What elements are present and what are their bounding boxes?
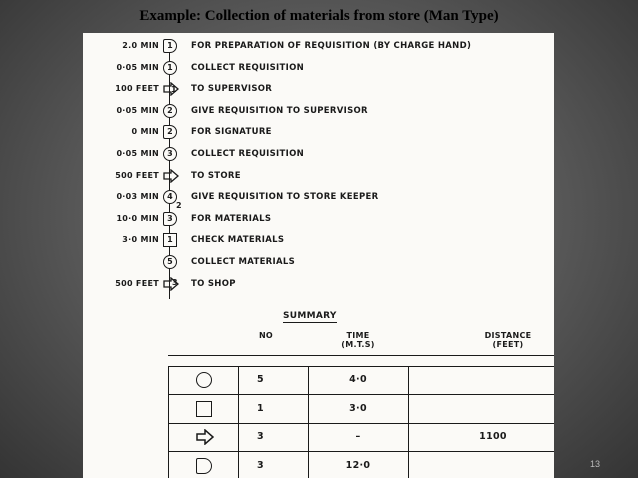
process-step bbox=[83, 123, 554, 141]
summary-section bbox=[83, 311, 554, 478]
step-activity: FOR PREPARATION OF REQUISITION (BY CHARGE HAND) bbox=[191, 41, 472, 51]
summary-row bbox=[168, 452, 554, 478]
step-quantity: 3·0 MIN bbox=[122, 235, 159, 245]
step-activity: TO STORE bbox=[191, 170, 241, 181]
operation-circle-icon: 4 bbox=[163, 190, 177, 204]
summary-time-cell: 4·0 bbox=[349, 374, 367, 385]
step-quantity: 500 FEET bbox=[115, 170, 159, 180]
transport-arrow-icon bbox=[196, 429, 212, 445]
operation-circle-icon bbox=[196, 372, 212, 388]
header-distance: DISTANCE (FEET) bbox=[484, 331, 532, 349]
summary-no-cell: 5 bbox=[257, 374, 264, 385]
step-quantity: 0·05 MIN bbox=[116, 149, 159, 158]
process-chart-sheet bbox=[83, 33, 554, 478]
process-step bbox=[83, 80, 554, 98]
delay-d-icon bbox=[196, 458, 212, 474]
trip-number: 3 bbox=[172, 278, 178, 287]
step-activity: COLLECT REQUISITION bbox=[191, 62, 305, 73]
operation-circle-icon: 2 bbox=[163, 104, 177, 118]
table-top-rule bbox=[168, 355, 554, 356]
step-quantity: 0·05 MIN bbox=[116, 62, 159, 72]
header-time: TIME (M.T.S) bbox=[341, 331, 375, 349]
step-quantity: 500 FEET bbox=[115, 278, 159, 288]
summary-no-cell: 1 bbox=[257, 402, 264, 414]
summary-row bbox=[168, 423, 554, 451]
process-step bbox=[83, 59, 554, 77]
inspection-square-icon bbox=[196, 401, 212, 417]
step-quantity: 0 MIN bbox=[131, 127, 159, 137]
process-step bbox=[83, 37, 554, 55]
summary-no-cell: 3 bbox=[257, 459, 264, 471]
operation-circle-icon: 1 bbox=[163, 61, 177, 75]
process-step bbox=[83, 167, 554, 185]
delay-d-icon: 3 bbox=[163, 212, 177, 226]
process-step bbox=[83, 253, 554, 271]
delay-d-icon: 2 bbox=[163, 125, 177, 139]
step-activity: TO SHOP bbox=[191, 278, 236, 289]
summary-time-cell: 12·0 bbox=[345, 459, 371, 471]
step-quantity: 10·0 MIN bbox=[116, 213, 159, 223]
summary-time-cell: – bbox=[355, 431, 361, 442]
process-step bbox=[83, 275, 554, 293]
step-activity: COLLECT MATERIALS bbox=[191, 257, 296, 267]
step-activity: FOR SIGNATURE bbox=[191, 127, 272, 138]
header-no: NO bbox=[258, 331, 274, 340]
step-quantity: 0·05 MIN bbox=[116, 105, 159, 115]
operation-circle-icon: 5 bbox=[163, 255, 177, 269]
delay-d-icon: 1 bbox=[163, 39, 177, 53]
step-activity: COLLECT REQUISITION bbox=[191, 149, 305, 159]
step-activity: GIVE REQUISITION TO STORE KEEPER bbox=[191, 192, 379, 203]
summary-no-cell: 3 bbox=[257, 431, 264, 442]
operation-circle-icon: 3 bbox=[163, 147, 177, 161]
process-step bbox=[83, 102, 554, 120]
step-activity: TO SUPERVISOR bbox=[191, 84, 273, 95]
summary-heading: SUMMARY bbox=[283, 311, 337, 321]
process-step bbox=[83, 210, 554, 228]
process-step bbox=[83, 188, 554, 206]
page-number: 13 bbox=[590, 459, 601, 469]
summary-table bbox=[168, 331, 554, 478]
trip-number: 1 bbox=[171, 85, 177, 94]
process-step bbox=[83, 145, 554, 163]
step-activity: FOR MATERIALS bbox=[191, 213, 272, 224]
step-quantity: 2.0 MIN bbox=[122, 41, 159, 50]
process-step bbox=[83, 231, 554, 249]
step-activity: GIVE REQUISITION TO SUPERVISOR bbox=[191, 105, 368, 116]
slide-title: Example: Collection of materials from store (Man Type) bbox=[139, 8, 499, 24]
summary-row bbox=[168, 395, 554, 423]
inspection-square-icon: 1 bbox=[163, 233, 177, 247]
step-activity: CHECK MATERIALS bbox=[191, 235, 285, 246]
summary-row bbox=[168, 366, 554, 394]
step-quantity: 100 FEET bbox=[115, 84, 159, 94]
flow-process-chart bbox=[83, 33, 554, 308]
transport-arrow-icon bbox=[163, 169, 179, 183]
summary-time-cell: 3·0 bbox=[349, 402, 367, 414]
step-quantity: 0·03 MIN bbox=[116, 192, 159, 202]
summary-distance-cell: 1100 bbox=[479, 431, 507, 442]
trip-number: 2 bbox=[176, 201, 182, 210]
